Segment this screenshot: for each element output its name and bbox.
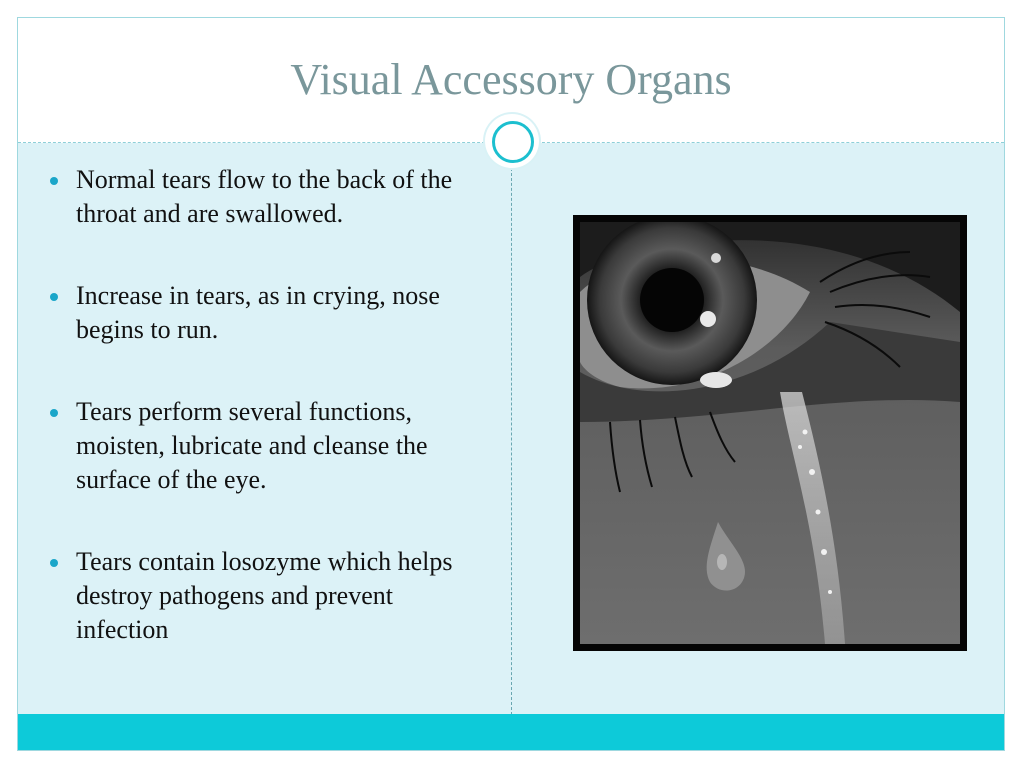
eye-illustration: [580, 222, 960, 644]
column-divider: [511, 143, 512, 715]
bullet-item: [44, 163, 484, 231]
bullet-text: Normal tears flow to the back of the throat and are swallowed.: [76, 165, 453, 228]
bullet-dot-icon: [50, 177, 58, 185]
bullet-dot-icon: [50, 293, 58, 301]
crying-eye-photo: [580, 222, 960, 644]
bullet-text: Tears contain losozyme which helps destroy pathogens and prevent infection: [76, 547, 453, 644]
bullet-dot-icon: [50, 409, 58, 417]
photo-frame: [573, 215, 967, 651]
decorative-circle-icon: [485, 114, 539, 168]
slide: [17, 17, 1005, 751]
footer-band: [18, 714, 1004, 750]
bullet-text: Increase in tears, as in crying, nose begins to run.: [76, 281, 440, 344]
bullet-text: Tears perform several functions, moisten, lubricate and cleanse the surface of the eye.: [76, 397, 428, 494]
bullet-item: [44, 545, 484, 647]
slide-title: Visual Accessory Organs: [290, 55, 732, 104]
bullet-list: [44, 163, 484, 695]
bullet-item: [44, 395, 484, 497]
circle-ring: [492, 121, 534, 163]
bullet-item: [44, 279, 484, 347]
bullet-dot-icon: [50, 559, 58, 567]
